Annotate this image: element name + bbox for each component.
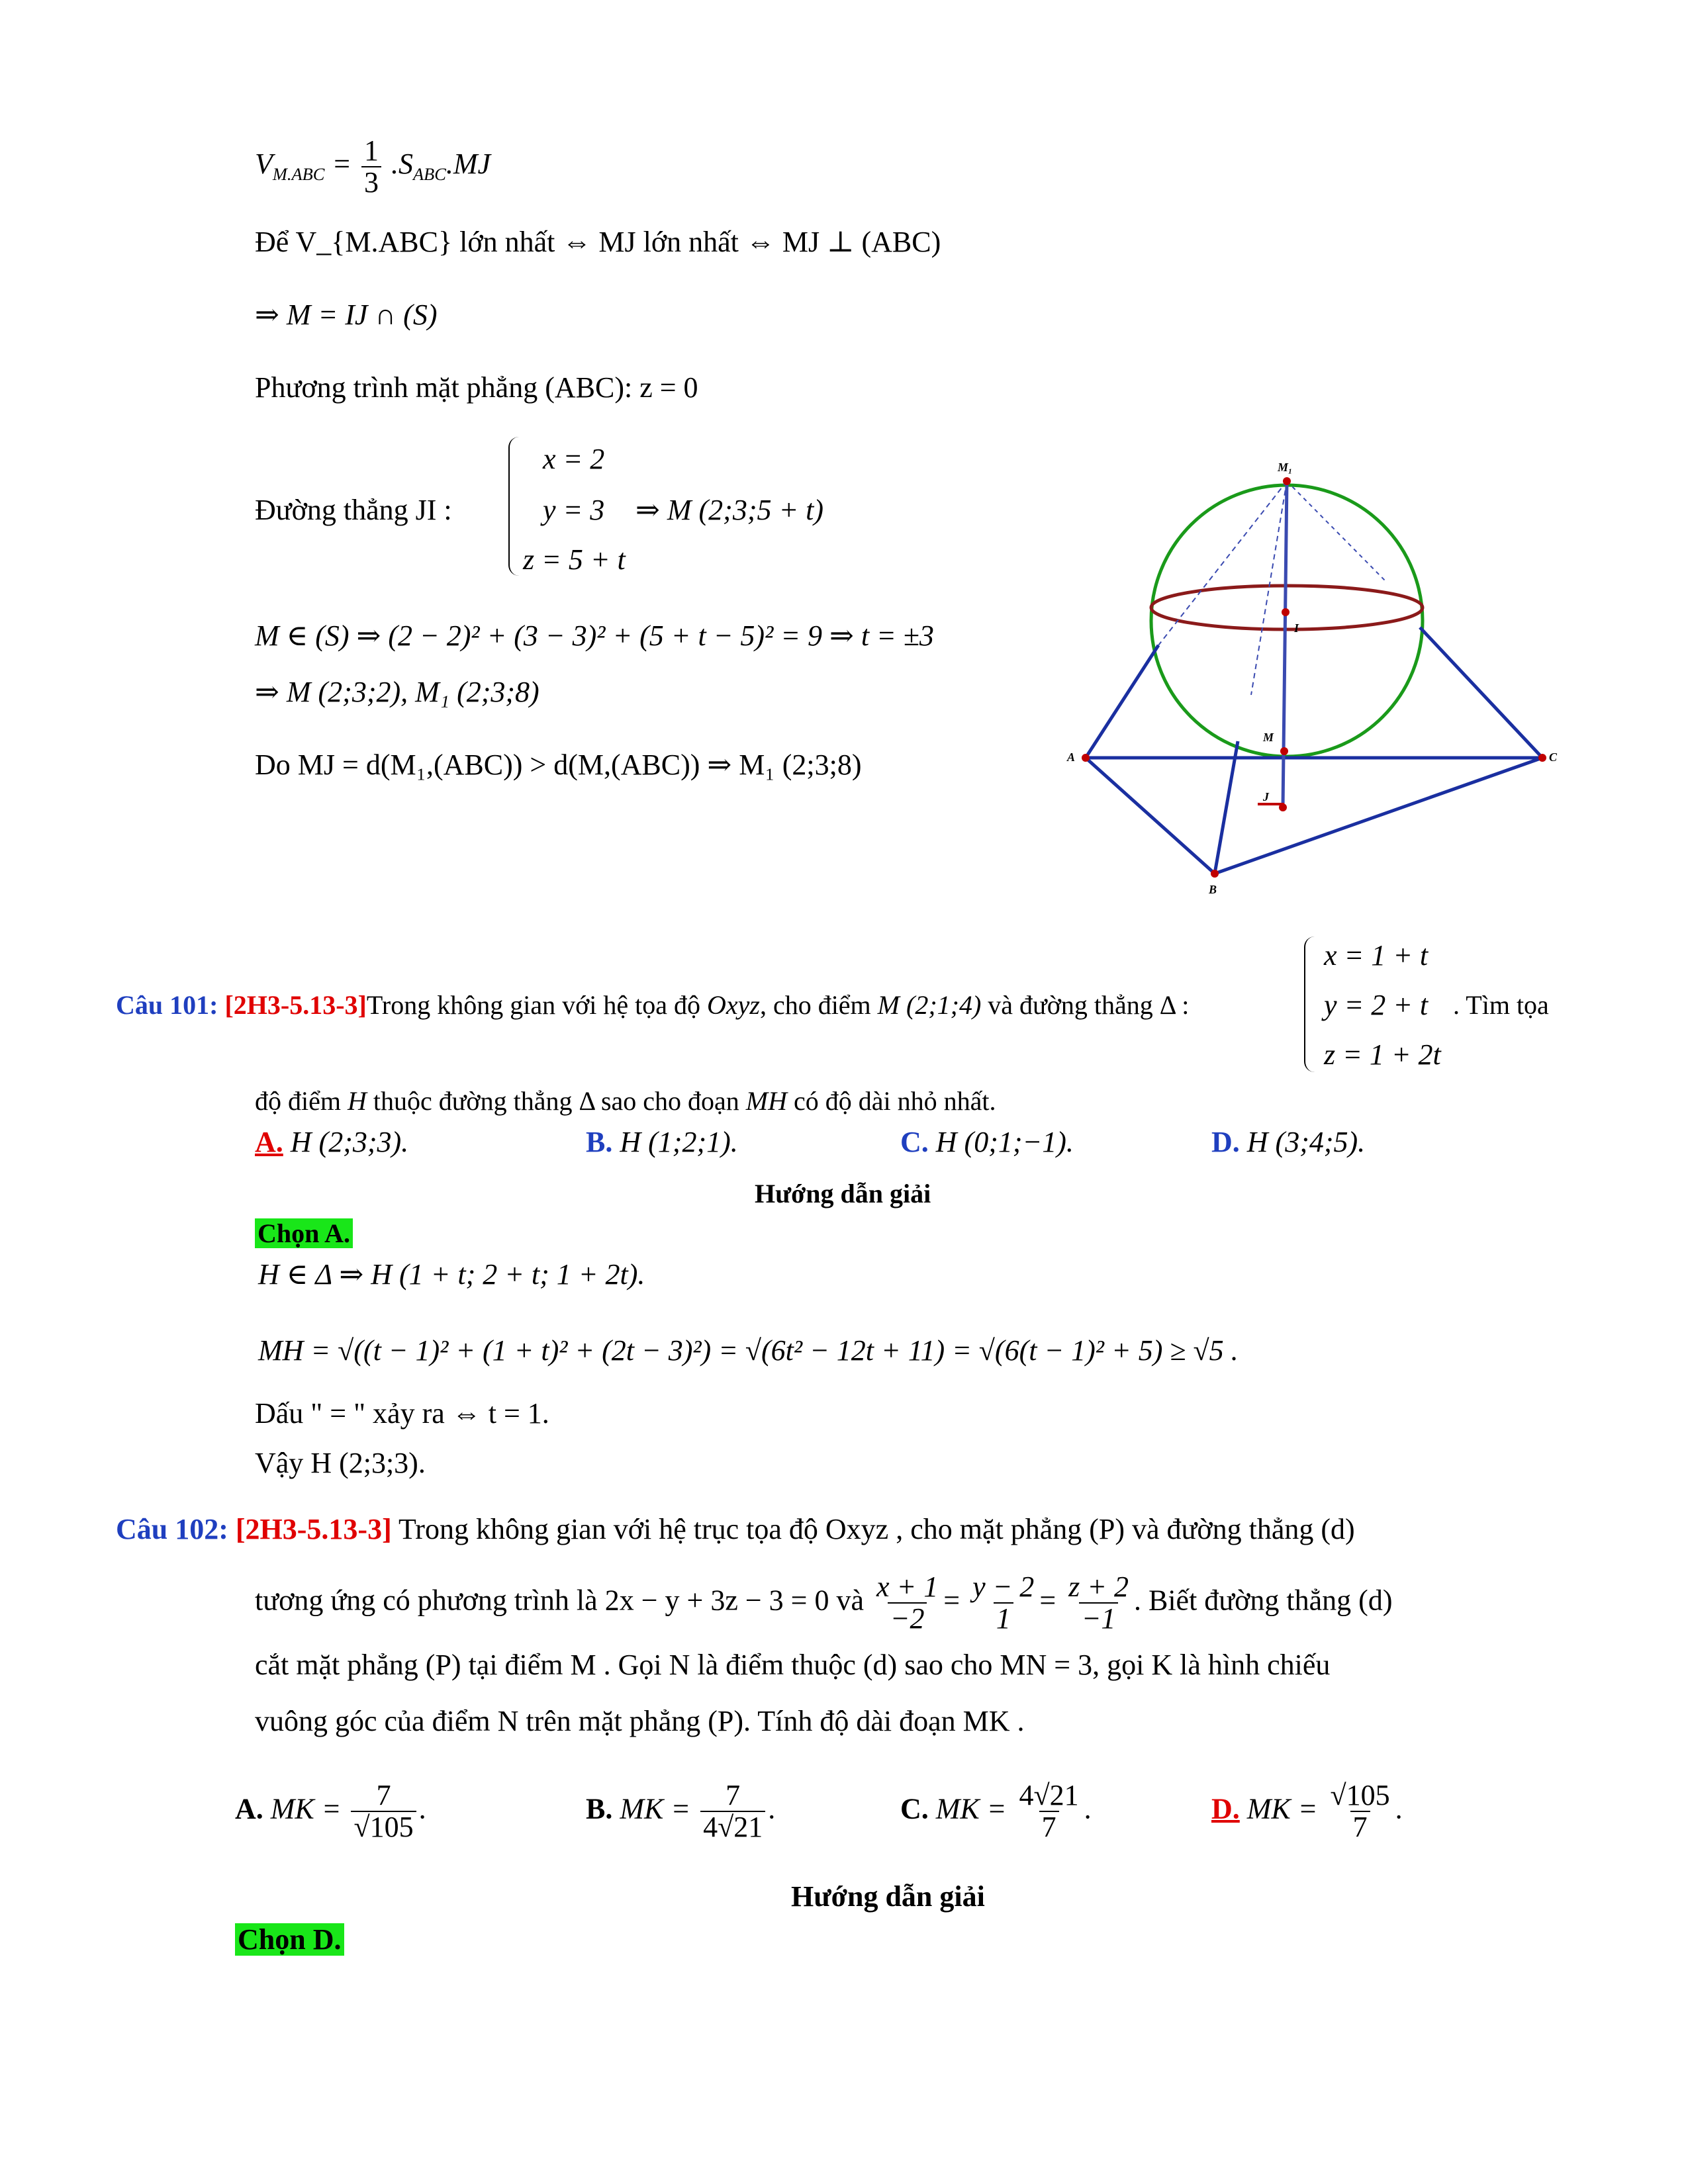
line-ji-brace bbox=[508, 437, 519, 576]
q102-line2-b: . Biết đường thẳng (d) bbox=[1133, 1584, 1393, 1617]
sphere-tetrahedron-figure bbox=[1059, 450, 1589, 900]
q101-text-c: và đường thẳng bbox=[988, 990, 1153, 1020]
volume-rhs: $.S_{ABC}.MJ$ bbox=[391, 148, 491, 185]
plane-abc-equation: Phương trình mặt phẳng (ABC): z = 0 bbox=[255, 371, 698, 404]
q102-stem-line3: cắt mặt phẳng (P) tại điểm M . Gọi N là điểm thuộc (d) sao cho MN = 3, gọi K là hình chiếu bbox=[255, 1649, 1331, 1681]
q101-sol3: Dấu " = " xảy ra ⇔ t = 1. bbox=[255, 1397, 549, 1430]
q101-delta-x: x = 1 + t bbox=[1324, 939, 1429, 972]
q101-line2-c: sao cho đoạn bbox=[600, 1086, 739, 1116]
q102-line1: Trong không gian với hệ trục tọa độ Oxyz , cho mặt phẳng (P) và đường thẳng (d) bbox=[398, 1513, 1355, 1545]
q101-line2-b: thuộc đường thẳng bbox=[373, 1086, 573, 1116]
point-c bbox=[1538, 754, 1546, 762]
q101-option-a-label: A. bbox=[255, 1126, 283, 1158]
edge-bc bbox=[1215, 758, 1542, 874]
edge-c-sphere bbox=[1420, 627, 1542, 758]
label-b: B bbox=[1209, 883, 1217, 896]
label-c: C bbox=[1549, 751, 1558, 764]
volume-formula bbox=[255, 136, 491, 198]
q101-number: Câu 101: bbox=[116, 990, 218, 1020]
dashed-m1-b bbox=[1251, 481, 1287, 695]
q102-option-c-fraction: $\frac{4√21}{7}$ bbox=[1019, 1779, 1079, 1844]
point-m1 bbox=[1283, 477, 1291, 485]
q101-option-d-value: H (3;4;5). bbox=[1246, 1126, 1366, 1158]
label-j: J bbox=[1263, 790, 1269, 803]
label-m: M bbox=[1263, 731, 1274, 744]
q102-option-b-label: B. bbox=[586, 1792, 613, 1825]
q101-delta-brace bbox=[1304, 936, 1315, 1072]
label-m1: M₁ bbox=[1278, 461, 1293, 474]
q102-stem-line1 bbox=[116, 1512, 1355, 1546]
max-condition-line: Để V_{M.ABC} lớn nhất ⇔ MJ lớn nhất ⇔ MJ ⊥ (ABC) bbox=[255, 226, 941, 258]
conclusion-m1: Do MJ = d(M₁,(ABC)) > d(M,(ABC)) ⇒ M₁ (2;3;8) bbox=[255, 749, 862, 781]
q101-text-a: Trong không gian với hệ tọa độ bbox=[366, 990, 700, 1020]
point-a bbox=[1082, 754, 1090, 762]
point-b bbox=[1211, 870, 1219, 878]
point-j bbox=[1279, 803, 1287, 811]
points-m-m1: ⇒ M (2;3;2), M₁ (2;3;8) bbox=[255, 676, 539, 708]
dashed-m1-a bbox=[1158, 481, 1287, 645]
q101-h: H bbox=[347, 1086, 367, 1116]
line-ji-eq-x: x = 2 bbox=[543, 443, 605, 475]
q102-choose: Chọn D. bbox=[235, 1923, 344, 1956]
edge-b-m1 bbox=[1215, 741, 1238, 874]
q101-stem-line2 bbox=[255, 1085, 996, 1116]
line-ji-label: Đường thẳng JI : bbox=[255, 494, 452, 526]
q101-option-a[interactable] bbox=[255, 1125, 408, 1159]
label-a: A bbox=[1067, 751, 1076, 764]
q101-option-b-value: H (1;2;1). bbox=[620, 1126, 738, 1158]
q101-sol1: H ∈ Δ ⇒ H (1 + t; 2 + t; 1 + 2t). bbox=[258, 1258, 645, 1291]
q102-line2-a: tương ứng có phương trình là 2x − y + 3z − 3 = 0 và bbox=[255, 1584, 865, 1617]
q101-line2-d: có độ dài nhỏ nhất. bbox=[794, 1086, 996, 1116]
q101-point-m: M (2;1;4) bbox=[877, 990, 982, 1020]
line-ji-eq-y: y = 3 bbox=[543, 494, 605, 526]
q101-delta: Δ : bbox=[1159, 990, 1190, 1020]
q101-option-a-value: H (2;3;3). bbox=[290, 1126, 409, 1158]
edge-ab bbox=[1086, 758, 1215, 874]
q102-option-d[interactable]: D. MK = $\frac{√105}{7}$ . bbox=[1211, 1779, 1403, 1844]
label-i: I bbox=[1294, 621, 1299, 635]
edge-a-sphere bbox=[1086, 645, 1158, 758]
volume-lhs: $V_{M.ABC}$ = bbox=[255, 148, 352, 185]
q102-stem-line4: vuông góc của điểm N trên mặt phẳng (P). Tính độ dài đoạn MK . bbox=[255, 1705, 1025, 1737]
q101-text-b: , cho điểm bbox=[759, 990, 871, 1020]
q101-delta-z: z = 1 + 2t bbox=[1324, 1038, 1441, 1071]
q101-option-c-label: C. bbox=[900, 1126, 929, 1158]
point-m bbox=[1280, 747, 1288, 755]
sphere-substitution: M ∈ (S) ⇒ (2 − 2)² + (3 − 3)² + (5 + t − 5)² = 9 ⇒ t = ±3 bbox=[255, 619, 934, 652]
q101-sol2: MH = √((t − 1)² + (1 + t)² + (2t − 3)²) = √(6t² − 12t + 11) = √(6(t − 1)² + 5) ≥ √5 . bbox=[258, 1334, 1239, 1367]
q101-option-b[interactable] bbox=[586, 1125, 738, 1159]
q102-code: [2H3-5.13-3] bbox=[235, 1513, 392, 1545]
q101-choose: Chọn A. bbox=[255, 1218, 353, 1249]
q101-line2-a: độ điểm bbox=[255, 1086, 341, 1116]
q101-option-c-value: H (0;1;−1). bbox=[935, 1126, 1074, 1158]
q101-option-d[interactable] bbox=[1211, 1125, 1365, 1159]
q102-option-a-fraction: $\frac{7}{√105}$ bbox=[351, 1780, 416, 1843]
q102-option-d-label: D. bbox=[1211, 1792, 1240, 1825]
q101-option-b-label: B. bbox=[586, 1126, 613, 1158]
q101-mh: MH bbox=[745, 1086, 788, 1116]
q102-option-b[interactable]: B. MK = $\frac{7}{4√21}$ . bbox=[586, 1779, 776, 1844]
q102-option-c[interactable]: C. MK = $\frac{4√21}{7}$ . bbox=[900, 1779, 1092, 1844]
q101-delta-symbol: Δ bbox=[579, 1086, 594, 1116]
q102-frac-z: $\frac{z + 2}{-1}$ bbox=[1068, 1570, 1129, 1635]
line-ji-point-m: ⇒ M (2;3;5 + t) bbox=[635, 494, 824, 526]
one-third-fraction: $\frac{1}{3}$ bbox=[361, 136, 381, 198]
q101-text-d: . Tìm tọa bbox=[1453, 990, 1549, 1020]
q102-frac-x: $\frac{x + 1}{-2}$ bbox=[876, 1570, 939, 1635]
q101-guide-heading: Hướng dẫn giải bbox=[755, 1179, 931, 1208]
q101-option-c[interactable] bbox=[900, 1125, 1074, 1159]
q102-option-b-fraction: $\frac{7}{4√21}$ bbox=[700, 1780, 765, 1843]
q102-option-a[interactable]: A. MK = $\frac{7}{√105}$ . bbox=[235, 1779, 426, 1844]
q102-frac-y: $\frac{y - 2}{1}$ bbox=[972, 1570, 1035, 1635]
q102-option-d-fraction: $\frac{√105}{7}$ bbox=[1330, 1779, 1390, 1844]
q101-stem-line1 bbox=[116, 989, 1189, 1021]
line-ji-eq-z: z = 5 + t bbox=[523, 543, 626, 576]
q102-number: Câu 102: bbox=[116, 1513, 228, 1545]
q101-code: [2H3-5.13-3] bbox=[224, 990, 367, 1020]
q102-stem-line2: tương ứng có phương trình là 2x − y + 3z − 3 = 0 và $\frac{x + 1}{-2}$ = $\frac{y - 2}{1}$ = $\frac{z + 2}{-1}$ . Biết đường thẳng (d) bbox=[255, 1570, 1393, 1635]
point-i bbox=[1282, 608, 1289, 616]
q102-guide-heading: Hướng dẫn giải bbox=[791, 1880, 985, 1913]
q101-option-d-label: D. bbox=[1211, 1126, 1240, 1158]
intersection-line: ⇒ M = IJ ∩ (S) bbox=[255, 298, 438, 331]
q102-option-a-label: A. bbox=[235, 1792, 263, 1825]
q102-option-c-label: C. bbox=[900, 1792, 929, 1825]
q101-sol4: Vậy H (2;3;3). bbox=[255, 1447, 426, 1479]
q101-oxyz: Oxyz bbox=[706, 990, 760, 1020]
q101-delta-y: y = 2 + t bbox=[1324, 989, 1429, 1021]
